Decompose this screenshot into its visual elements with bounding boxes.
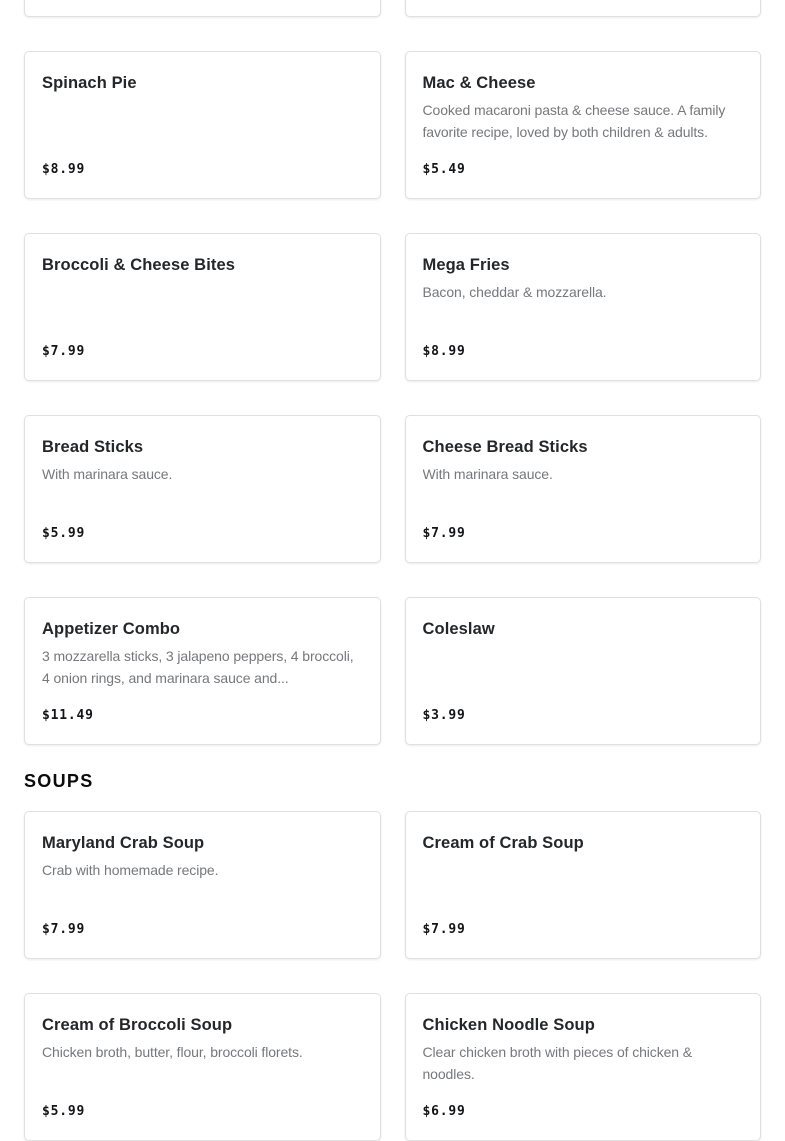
appetizers-grid <box>24 0 761 745</box>
menu-item-price: $7.99 <box>42 344 86 359</box>
menu-item-price: $6.99 <box>422 1104 466 1119</box>
menu-item-price: $5.99 <box>42 1104 86 1119</box>
menu-item-description: Bacon, cheddar & mozzarella. <box>422 284 607 300</box>
menu-item-card[interactable] <box>405 993 762 1141</box>
menu-item-description: Crab with homemade recipe. <box>42 862 219 878</box>
menu-item-card-partial[interactable] <box>405 0 762 17</box>
menu-item-price: $8.99 <box>42 162 86 177</box>
menu-item-description: Cooked macaroni pasta & cheese sauce. A family favorite recipe, loved by both children & adults. <box>422 102 726 140</box>
menu-item-card[interactable] <box>24 597 381 745</box>
menu-item-name: Spinach Pie <box>42 74 137 92</box>
menu-item-name: Cream of Crab Soup <box>422 834 584 852</box>
menu-item-name: Cheese Bread Sticks <box>422 438 588 456</box>
menu-item-price: $7.99 <box>42 922 86 937</box>
menu-item-price: $8.99 <box>422 344 466 359</box>
menu-item-price: $7.99 <box>422 526 466 541</box>
menu-item-price: $11.49 <box>42 708 94 723</box>
menu-item-name: Bread Sticks <box>42 438 144 456</box>
menu-item-description: Chicken broth, butter, flour, broccoli florets. <box>42 1044 303 1060</box>
menu-item-price: $5.49 <box>422 162 466 177</box>
menu-item-name: Coleslaw <box>422 620 495 638</box>
menu-item-card[interactable] <box>405 233 762 381</box>
menu-item-card[interactable] <box>24 415 381 563</box>
menu-item-card[interactable] <box>24 811 381 959</box>
menu-item-price: $5.99 <box>42 526 86 541</box>
menu-item-name: Mega Fries <box>422 256 510 274</box>
menu-item-name: Broccoli & Cheese Bites <box>42 256 236 274</box>
menu-item-card[interactable] <box>24 51 381 199</box>
menu-item-price: $3.99 <box>422 708 466 723</box>
section-heading-soups: SOUPS <box>24 771 94 791</box>
menu-item-name: Mac & Cheese <box>422 74 536 92</box>
menu-item-description: With marinara sauce. <box>422 466 553 482</box>
menu-item-description: Clear chicken broth with pieces of chicken & noodles. <box>422 1044 693 1082</box>
menu-item-card[interactable] <box>405 51 762 199</box>
menu-item-price: $7.99 <box>422 922 466 937</box>
menu-item-card[interactable] <box>405 415 762 563</box>
menu-item-name: Appetizer Combo <box>42 620 181 638</box>
soups-grid <box>24 811 761 1141</box>
menu-item-name: Chicken Noodle Soup <box>422 1016 595 1034</box>
menu-item-name: Maryland Crab Soup <box>42 834 205 852</box>
menu-item-card[interactable] <box>405 811 762 959</box>
menu-item-description: With marinara sauce. <box>42 466 173 482</box>
menu-item-description: 3 mozzarella sticks, 3 jalapeno peppers, 4 broccoli, 4 onion rings, and marinara sauce and... <box>42 648 354 686</box>
menu-item-card[interactable] <box>24 993 381 1141</box>
menu-item-name: Cream of Broccoli Soup <box>42 1016 233 1034</box>
menu-item-card[interactable] <box>24 233 381 381</box>
menu-item-card[interactable] <box>405 597 762 745</box>
menu-item-card-partial[interactable] <box>24 0 381 17</box>
